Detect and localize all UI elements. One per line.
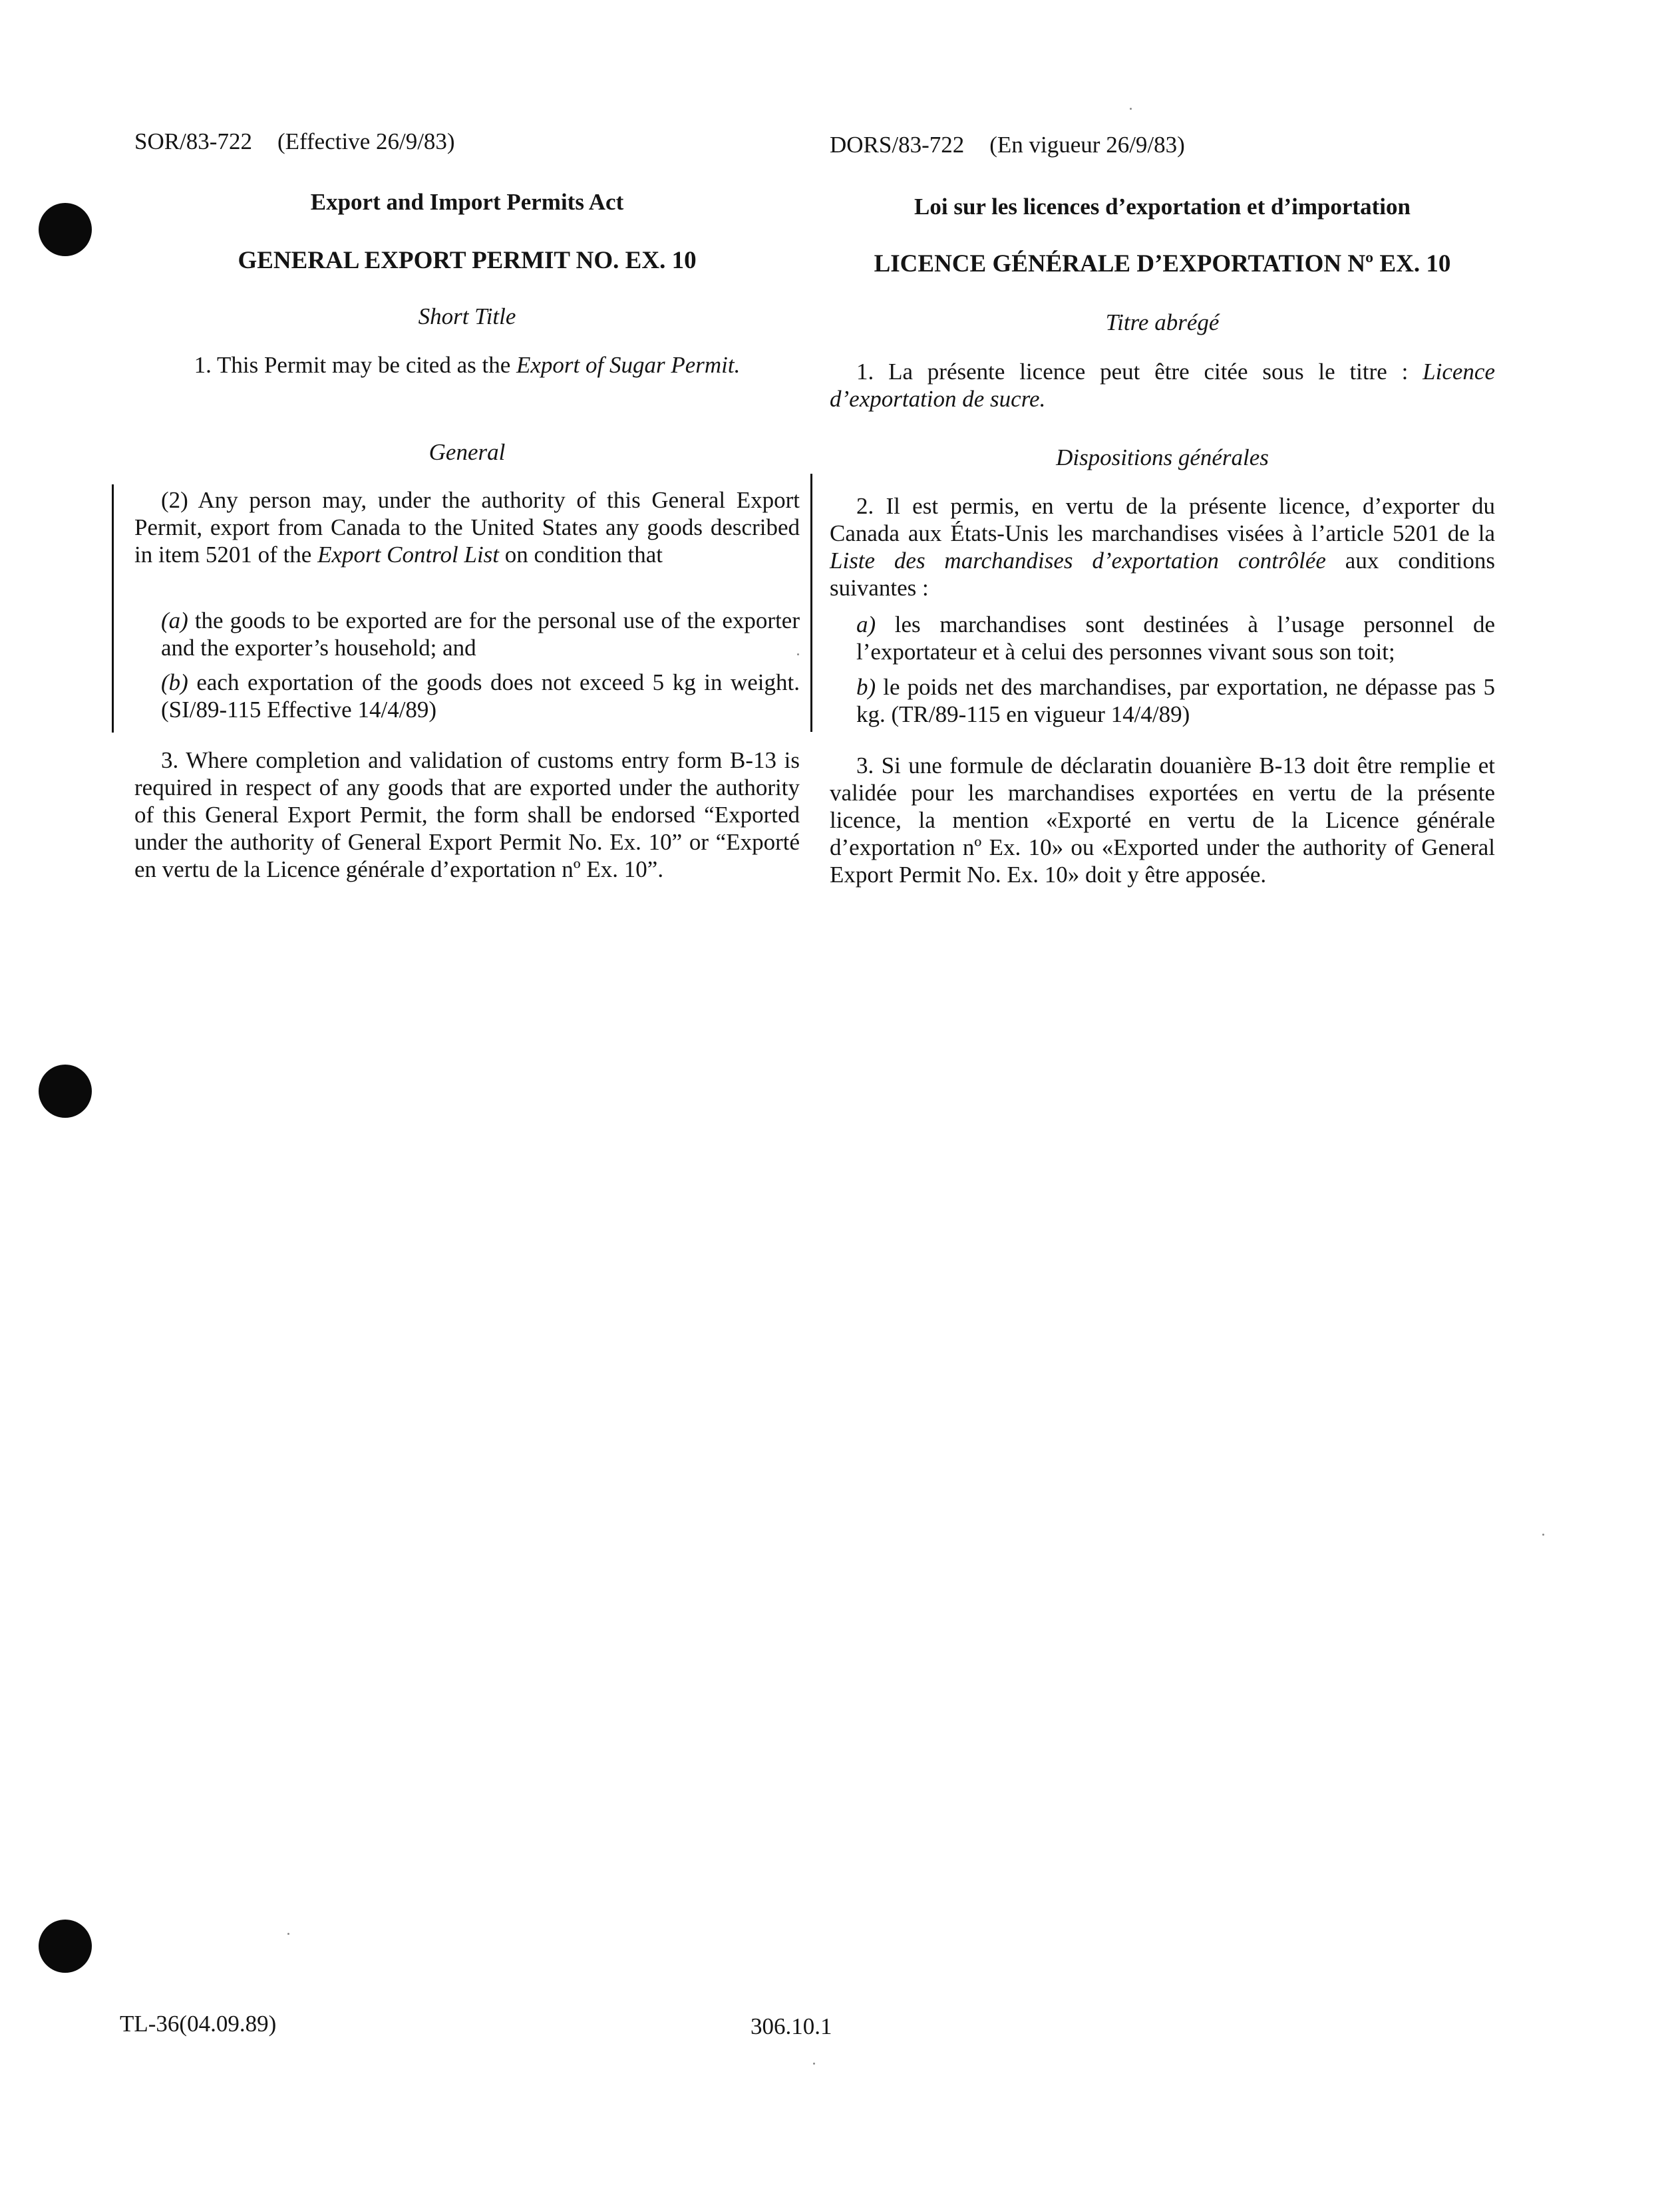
fr-general-heading: Dispositions générales bbox=[1056, 444, 1269, 470]
en-paragraph-b-text: each exportation of the goods does not exceed 5 kg in weight. (SI/89-115 Effective 14/4/89) bbox=[161, 669, 800, 723]
en-effective-date: (Effective 26/9/83) bbox=[277, 128, 455, 154]
en-permit-title: GENERAL EXPORT PERMIT NO. EX. 10 bbox=[238, 247, 697, 274]
en-paragraph-a-text: the goods to be exported are for the personal use of the exporter and the exporter’s household; and bbox=[161, 607, 800, 661]
footer-issue-code: TL-36(04.09.89) bbox=[120, 2011, 277, 2037]
fr-paragraph-b bbox=[830, 673, 1495, 728]
fr-section-1-title: Licence d’exportation de sucre. bbox=[830, 359, 1495, 412]
fr-section-2-tail: aux conditions suivantes : bbox=[830, 548, 1495, 601]
en-short-title-heading: Short Title bbox=[418, 303, 516, 329]
en-section-2-text: (2) Any person may, under the authority of this General Export Permit, export from Canada to the United States any goods described in item 5201 of the bbox=[134, 487, 800, 568]
fr-reference: DORS/83-722 bbox=[830, 132, 965, 158]
amendment-bar-left bbox=[112, 484, 114, 733]
fr-section-1 bbox=[830, 358, 1495, 413]
scan-speck bbox=[1542, 1534, 1544, 1536]
fr-section-2-list: Liste des marchandises d’exportation contrôlée bbox=[830, 548, 1326, 574]
scan-speck bbox=[1130, 108, 1132, 110]
fr-paragraph-a-text: les marchandises sont destinées à l’usage personnel de l’exportateur et à celui des personnes vivant sous son toit; bbox=[856, 611, 1495, 665]
fr-short-title-heading: Titre abrégé bbox=[1105, 309, 1220, 335]
en-section-2 bbox=[134, 486, 800, 568]
punch-hole-bottom bbox=[39, 1920, 92, 1973]
fr-paragraph-b-text: le poids net des marchandises, par exportation, ne dépasse pas 5 kg. (TR/89-115 en vigueur 14/4/89) bbox=[856, 674, 1495, 727]
en-act-title: Export and Import Permits Act bbox=[310, 189, 624, 215]
en-paragraph-b bbox=[134, 669, 800, 723]
scan-speck bbox=[813, 2063, 815, 2065]
en-section-2-tail: on condition that bbox=[499, 542, 663, 568]
scan-speck bbox=[287, 1933, 289, 1935]
en-paragraph-a-label: (a) bbox=[161, 607, 188, 633]
punch-hole-top bbox=[39, 203, 92, 256]
fr-paragraph-a-label: a) bbox=[856, 611, 876, 637]
en-section-1-title: Export of Sugar Permit. bbox=[516, 352, 741, 378]
en-paragraph-b-label: (b) bbox=[161, 669, 188, 695]
en-section-3: 3. Where completion and validation of customs entry form B-13 is required in respect of any goods that are exported under the authority of this General Export Permit, the form shall be endorsed “Exported under the authority of General Export Permit No. Ex. 10” or “Exporté en vertu de la Licence générale d’exportation nº Ex. 10”. bbox=[134, 747, 800, 882]
fr-permit-title: LICENCE GÉNÉRALE D’EXPORTATION Nº EX. 10 bbox=[874, 250, 1451, 277]
fr-act-title: Loi sur les licences d’exportation et d’importation bbox=[914, 194, 1411, 220]
fr-reference-line bbox=[830, 132, 1185, 158]
fr-section-2-text: 2. Il est permis, en vertu de la présente licence, d’exporter du Canada aux États-Unis les marchandises visées à l’article 5201 de la bbox=[830, 493, 1495, 546]
fr-section-3: 3. Si une formule de déclaratin douanière B-13 doit être remplie et validée pour les marchandises exportées en vertu de la présente licence, la mention «Exporté en vertu de la Licence générale d’exportation nº Ex. 10» ou «Exported under the authority of General Export Permit No. Ex. 10» doit y être apposée. bbox=[830, 753, 1495, 888]
en-reference-line bbox=[134, 128, 455, 155]
fr-paragraph-a bbox=[830, 611, 1495, 665]
fr-effective-date: (En vigueur 26/9/83) bbox=[989, 132, 1185, 158]
fr-section-2 bbox=[830, 492, 1495, 601]
fr-section-1-text: 1. La présente licence peut être citée sous le titre : bbox=[856, 359, 1423, 385]
en-section-1 bbox=[134, 351, 800, 379]
fr-paragraph-b-label: b) bbox=[856, 674, 876, 700]
amendment-bar-center bbox=[810, 474, 812, 732]
en-section-2-list: Export Control List bbox=[317, 542, 500, 568]
en-reference: SOR/83-722 bbox=[134, 128, 252, 154]
en-section-1-text: 1. This Permit may be cited as the bbox=[194, 352, 517, 378]
footer-page-number: 306.10.1 bbox=[751, 2013, 832, 2039]
en-paragraph-a bbox=[134, 607, 800, 661]
punch-hole-middle bbox=[39, 1065, 92, 1118]
en-general-heading: General bbox=[428, 439, 506, 465]
